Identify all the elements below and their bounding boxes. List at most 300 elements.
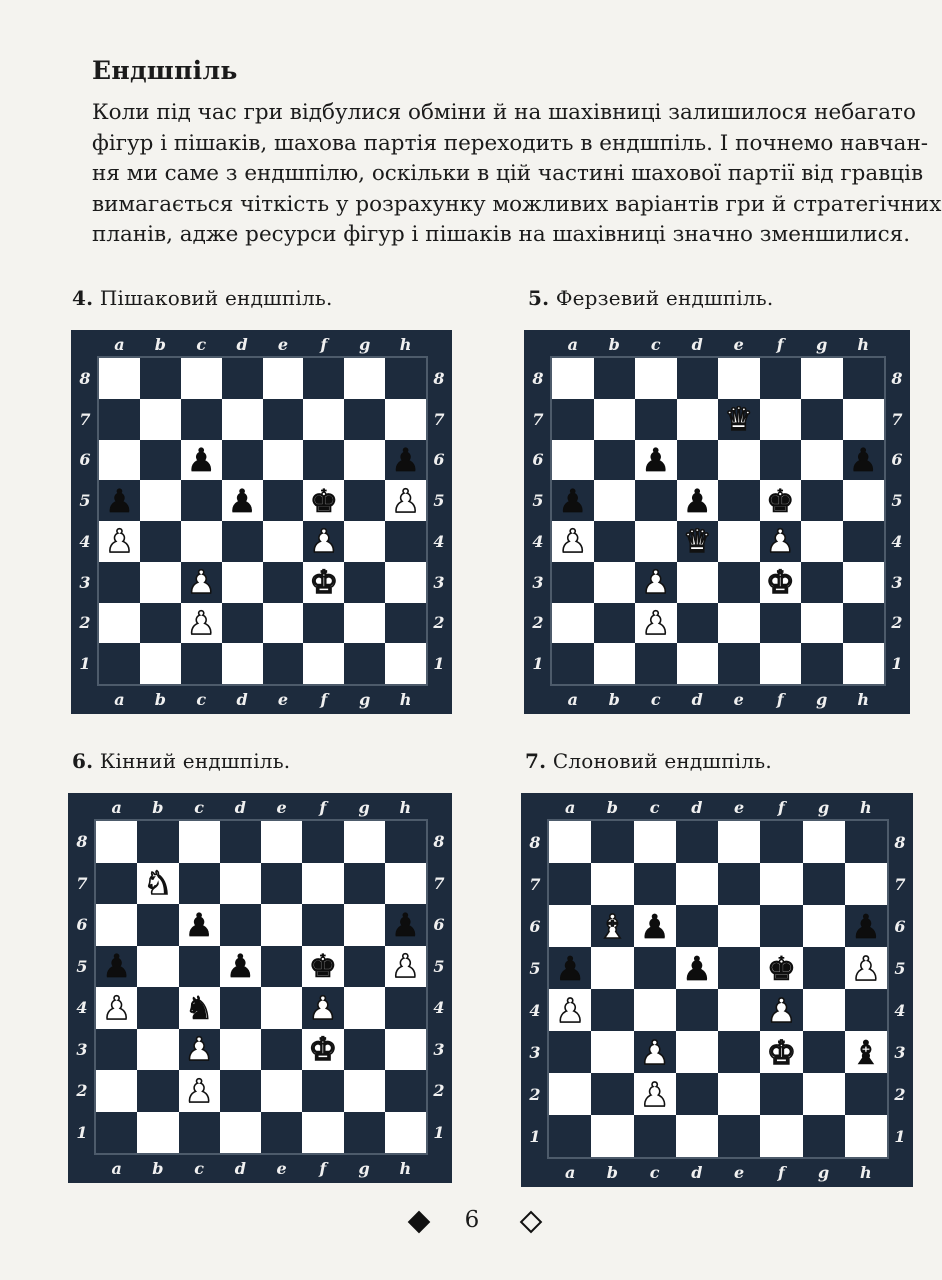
board-grid	[547, 819, 889, 1159]
square-f8	[302, 821, 343, 863]
intro-line: вимагається чіткість у розрахунку можливих варіантів гри й стратегічних	[92, 191, 942, 217]
square-c8	[179, 821, 220, 863]
white-pawn-icon: ♟	[186, 563, 216, 602]
rank-label: 5	[433, 956, 445, 976]
rank-label: 8	[79, 368, 91, 388]
diagram-caption-4	[72, 286, 333, 310]
square-g3	[803, 1031, 845, 1073]
file-label: c	[196, 689, 207, 709]
diagram-caption-text: Слоновий ендшпіль.	[552, 749, 772, 773]
rank-label: 5	[891, 491, 903, 511]
file-label: h	[857, 334, 870, 354]
file-label: d	[236, 689, 248, 709]
black-pawn-icon: ♟	[186, 440, 216, 479]
file-label: g	[358, 797, 370, 817]
square-c7	[179, 863, 220, 905]
rank-label: 3	[79, 572, 91, 592]
file-label: e	[734, 797, 745, 817]
square-g8	[801, 358, 843, 399]
square-c1	[179, 1112, 220, 1154]
rank-label: 1	[76, 1122, 88, 1142]
square-b2	[137, 1070, 178, 1112]
square-d2	[222, 603, 263, 644]
square-f7	[303, 399, 344, 440]
square-g4	[344, 521, 385, 562]
square-b8	[140, 358, 181, 399]
square-d2	[676, 1073, 718, 1115]
square-c6	[635, 440, 677, 481]
board-grid	[94, 819, 428, 1155]
rank-label: 5	[76, 956, 88, 976]
rank-label: 4	[529, 1000, 541, 1020]
square-b6	[140, 440, 181, 481]
white-king-icon: ♚	[765, 563, 795, 602]
intro-paragraph	[92, 98, 942, 251]
square-b4	[140, 521, 181, 562]
rank-label: 4	[894, 1000, 906, 1020]
square-f5	[303, 480, 344, 521]
square-b3	[137, 1029, 178, 1071]
square-g5	[344, 946, 385, 988]
square-f8	[760, 821, 802, 863]
square-h5	[843, 480, 885, 521]
intro-line: фігур і пішаків, шахова партія переходить в ендшпіль. І почнемо навчан-	[92, 130, 929, 156]
square-b5	[140, 480, 181, 521]
square-a7	[549, 863, 591, 905]
board-grid	[550, 356, 886, 686]
square-e2	[718, 1073, 760, 1115]
square-d7	[220, 863, 261, 905]
rank-label: 3	[433, 572, 445, 592]
square-b8	[137, 821, 178, 863]
file-label: a	[114, 334, 125, 354]
black-pawn-icon: ♟	[391, 905, 420, 944]
diagram-number: 6.	[72, 749, 94, 773]
file-label: g	[359, 334, 371, 354]
square-d2	[677, 603, 719, 644]
square-c1	[635, 643, 677, 684]
white-queen-icon: ♛	[724, 400, 754, 439]
square-g6	[344, 904, 385, 946]
square-g3	[344, 1029, 385, 1071]
white-knight-icon: ♞	[143, 864, 173, 903]
square-g2	[803, 1073, 845, 1115]
square-f7	[760, 863, 802, 905]
square-h1	[845, 1115, 887, 1157]
square-h3	[385, 562, 426, 603]
black-bishop-icon: ♝	[851, 1032, 881, 1072]
white-pawn-icon: ♟	[641, 563, 671, 602]
white-pawn-icon: ♟	[558, 522, 588, 561]
square-g3	[344, 562, 385, 603]
square-d4	[677, 521, 719, 562]
file-label: g	[816, 689, 828, 709]
square-e1	[718, 643, 760, 684]
square-e4	[718, 989, 760, 1031]
square-e6	[263, 440, 304, 481]
square-g8	[803, 821, 845, 863]
file-label: e	[734, 1162, 745, 1182]
square-f3	[760, 1031, 802, 1073]
file-label: h	[399, 689, 412, 709]
file-label: c	[650, 689, 661, 709]
rank-label: 4	[79, 531, 91, 551]
square-h7	[843, 399, 885, 440]
square-g1	[803, 1115, 845, 1157]
square-e4	[263, 521, 304, 562]
rank-label: 6	[529, 916, 541, 936]
square-h6	[385, 904, 426, 946]
square-g2	[801, 603, 843, 644]
rank-label: 7	[433, 409, 445, 429]
square-d3	[676, 1031, 718, 1073]
square-a6	[96, 904, 137, 946]
square-h7	[385, 399, 426, 440]
square-a5	[552, 480, 594, 521]
square-e7	[263, 399, 304, 440]
rank-label: 2	[529, 1084, 541, 1104]
square-c6	[181, 440, 222, 481]
square-h3	[385, 1029, 426, 1071]
square-e6	[261, 904, 302, 946]
square-c8	[181, 358, 222, 399]
square-e5	[718, 947, 760, 989]
rank-label: 2	[76, 1081, 88, 1101]
diagram-caption-text: Ферзевий ендшпіль.	[555, 286, 774, 310]
file-label: g	[359, 689, 371, 709]
chessboard-5	[524, 330, 910, 714]
rank-label: 1	[79, 654, 91, 674]
section-title: Ендшпіль	[92, 56, 238, 85]
outline-diamond-icon	[520, 1211, 543, 1234]
rank-label: 8	[894, 832, 906, 852]
rank-label: 4	[433, 998, 445, 1018]
square-d6	[220, 904, 261, 946]
square-f7	[760, 399, 802, 440]
file-label: h	[860, 797, 872, 817]
square-a5	[99, 480, 140, 521]
file-label: b	[154, 334, 166, 354]
rank-label: 5	[532, 491, 544, 511]
square-f4	[760, 521, 802, 562]
square-h2	[845, 1073, 887, 1115]
square-c1	[634, 1115, 676, 1157]
black-pawn-icon: ♟	[682, 481, 712, 520]
rank-label: 7	[76, 873, 88, 893]
square-e7	[718, 863, 760, 905]
square-a8	[99, 358, 140, 399]
square-d8	[677, 358, 719, 399]
square-f4	[303, 521, 344, 562]
black-pawn-icon: ♟	[102, 947, 131, 986]
square-b5	[594, 480, 636, 521]
diagram-number: 7.	[525, 749, 547, 773]
black-pawn-icon: ♟	[184, 905, 214, 944]
square-c2	[179, 1070, 220, 1112]
square-h4	[385, 521, 426, 562]
square-f2	[303, 603, 344, 644]
square-g5	[801, 480, 843, 521]
square-h1	[843, 643, 885, 684]
square-b3	[594, 562, 636, 603]
white-pawn-icon: ♟	[639, 1032, 670, 1072]
square-d7	[677, 399, 719, 440]
square-f2	[760, 603, 802, 644]
black-pawn-icon: ♟	[851, 906, 881, 946]
rank-label: 8	[532, 368, 544, 388]
square-a1	[96, 1112, 137, 1154]
square-h4	[843, 521, 885, 562]
white-pawn-icon: ♟	[309, 522, 339, 561]
square-g5	[344, 480, 385, 521]
diagram-caption-text: Кінний ендшпіль.	[99, 749, 291, 773]
square-a4	[96, 987, 137, 1029]
square-b6	[137, 904, 178, 946]
square-e6	[718, 905, 760, 947]
square-f8	[303, 358, 344, 399]
rank-label: 6	[433, 450, 445, 470]
square-c8	[635, 358, 677, 399]
square-a1	[99, 643, 140, 684]
square-g2	[344, 603, 385, 644]
square-d5	[220, 946, 261, 988]
square-d7	[222, 399, 263, 440]
square-d7	[676, 863, 718, 905]
diagram-number: 5.	[528, 286, 550, 310]
white-pawn-icon: ♟	[641, 603, 671, 642]
square-a4	[99, 521, 140, 562]
board-grid	[97, 356, 428, 686]
file-label: b	[606, 1162, 618, 1182]
square-d8	[676, 821, 718, 863]
square-d4	[222, 521, 263, 562]
square-h4	[385, 987, 426, 1029]
white-bishop-icon: ♝	[597, 906, 628, 946]
square-f1	[303, 643, 344, 684]
square-a4	[552, 521, 594, 562]
square-b7	[137, 863, 178, 905]
diagram-caption-6	[72, 749, 290, 773]
square-c5	[181, 480, 222, 521]
black-pawn-icon: ♟	[555, 948, 585, 988]
rank-label: 4	[76, 998, 88, 1018]
rank-label: 2	[79, 613, 91, 633]
white-pawn-icon: ♟	[391, 481, 420, 520]
file-label: e	[276, 1158, 287, 1178]
square-f8	[760, 358, 802, 399]
file-label: b	[606, 797, 618, 817]
square-f6	[302, 904, 343, 946]
rank-label: 2	[894, 1084, 906, 1104]
diagram-caption-text: Пішаковий ендшпіль.	[99, 286, 333, 310]
rank-label: 1	[532, 654, 544, 674]
rank-label: 8	[891, 368, 903, 388]
intro-line: планів, адже ресурси фігур і пішаків на шахівниці значно зменшилися.	[92, 222, 911, 247]
square-d5	[677, 480, 719, 521]
white-queen-icon: ♛	[682, 522, 712, 561]
square-e1	[718, 1115, 760, 1157]
square-g4	[801, 521, 843, 562]
square-e2	[718, 603, 760, 644]
white-pawn-icon: ♟	[851, 948, 881, 988]
black-pawn-icon: ♟	[227, 481, 257, 520]
rank-label: 6	[433, 915, 445, 935]
diagram-caption-7	[525, 749, 772, 773]
file-label: e	[277, 689, 289, 709]
square-b8	[591, 821, 633, 863]
square-c7	[634, 863, 676, 905]
square-a7	[552, 399, 594, 440]
square-e1	[261, 1112, 302, 1154]
square-a3	[99, 562, 140, 603]
square-f3	[303, 562, 344, 603]
rank-label: 4	[433, 531, 445, 551]
square-g6	[803, 905, 845, 947]
square-e5	[718, 480, 760, 521]
square-h5	[845, 947, 887, 989]
rank-label: 1	[891, 654, 903, 674]
square-c2	[181, 603, 222, 644]
square-d1	[222, 643, 263, 684]
file-label: d	[234, 797, 246, 817]
file-label: h	[857, 689, 870, 709]
rank-label: 3	[894, 1042, 906, 1062]
rank-label: 6	[894, 916, 906, 936]
file-label: c	[194, 797, 204, 817]
square-e8	[261, 821, 302, 863]
file-label: b	[608, 689, 620, 709]
square-b4	[137, 987, 178, 1029]
square-c8	[634, 821, 676, 863]
square-a2	[549, 1073, 591, 1115]
rank-label: 3	[433, 1039, 445, 1059]
black-pawn-icon: ♟	[639, 906, 670, 946]
rank-label: 1	[433, 654, 445, 674]
square-a3	[549, 1031, 591, 1073]
square-f6	[303, 440, 344, 481]
square-c3	[181, 562, 222, 603]
square-e1	[263, 643, 304, 684]
square-a6	[549, 905, 591, 947]
rank-label: 3	[529, 1042, 541, 1062]
square-a2	[552, 603, 594, 644]
rank-label: 6	[79, 450, 91, 470]
square-a3	[96, 1029, 137, 1071]
file-label: e	[733, 689, 744, 709]
rank-label: 1	[433, 1122, 445, 1142]
square-a7	[99, 399, 140, 440]
square-h8	[843, 358, 885, 399]
black-knight-icon: ♞	[184, 988, 214, 1027]
rank-label: 8	[529, 832, 541, 852]
square-f3	[302, 1029, 343, 1071]
white-pawn-icon: ♟	[184, 1030, 214, 1069]
black-pawn-icon: ♟	[558, 481, 588, 520]
file-label: f	[320, 334, 328, 354]
square-g6	[801, 440, 843, 481]
black-king-icon: ♚	[766, 948, 797, 988]
square-e8	[718, 358, 760, 399]
page-number: 6	[464, 1207, 480, 1233]
diagram-caption-5	[528, 286, 773, 310]
white-pawn-icon: ♟	[186, 603, 216, 642]
black-king-icon: ♚	[765, 481, 795, 520]
square-d3	[222, 562, 263, 603]
square-b4	[591, 989, 633, 1031]
square-h1	[385, 643, 426, 684]
square-g7	[344, 399, 385, 440]
square-b5	[137, 946, 178, 988]
square-a1	[552, 643, 594, 684]
chessboard-7	[521, 793, 913, 1187]
filled-diamond-icon	[408, 1211, 431, 1234]
square-b3	[140, 562, 181, 603]
square-c6	[179, 904, 220, 946]
file-label: c	[649, 1162, 660, 1182]
square-h3	[845, 1031, 887, 1073]
black-pawn-icon: ♟	[641, 440, 671, 479]
square-c4	[635, 521, 677, 562]
file-label: h	[399, 797, 412, 817]
file-label: f	[776, 334, 784, 354]
white-pawn-icon: ♟	[639, 1074, 670, 1114]
square-h7	[385, 863, 426, 905]
rank-label: 7	[529, 874, 541, 894]
square-c3	[635, 562, 677, 603]
rank-label: 7	[79, 409, 91, 429]
file-label: a	[114, 689, 125, 709]
rank-label: 8	[433, 832, 445, 852]
file-label: a	[567, 689, 578, 709]
square-g5	[803, 947, 845, 989]
square-a2	[96, 1070, 137, 1112]
square-f5	[760, 480, 802, 521]
rank-label: 1	[894, 1126, 906, 1146]
square-e2	[261, 1070, 302, 1112]
file-label: h	[399, 1158, 412, 1178]
square-d3	[677, 562, 719, 603]
square-a5	[96, 946, 137, 988]
file-label: c	[194, 1158, 204, 1178]
file-label: b	[608, 334, 620, 354]
square-g4	[344, 987, 385, 1029]
rank-label: 2	[433, 1081, 445, 1101]
square-f2	[302, 1070, 343, 1112]
square-e3	[718, 562, 760, 603]
square-b5	[591, 947, 633, 989]
square-e8	[718, 821, 760, 863]
square-f4	[302, 987, 343, 1029]
file-label: c	[650, 334, 661, 354]
square-f4	[760, 989, 802, 1031]
square-d6	[676, 905, 718, 947]
square-g4	[803, 989, 845, 1031]
file-label: h	[399, 334, 412, 354]
square-c2	[635, 603, 677, 644]
rank-label: 1	[529, 1126, 541, 1146]
square-h7	[845, 863, 887, 905]
file-label: d	[691, 797, 703, 817]
file-label: a	[111, 1158, 122, 1178]
square-e3	[263, 562, 304, 603]
square-b4	[594, 521, 636, 562]
square-f5	[760, 947, 802, 989]
square-h2	[385, 603, 426, 644]
file-label: f	[777, 1162, 785, 1182]
square-d1	[220, 1112, 261, 1154]
white-pawn-icon: ♟	[391, 947, 420, 986]
square-e5	[263, 480, 304, 521]
